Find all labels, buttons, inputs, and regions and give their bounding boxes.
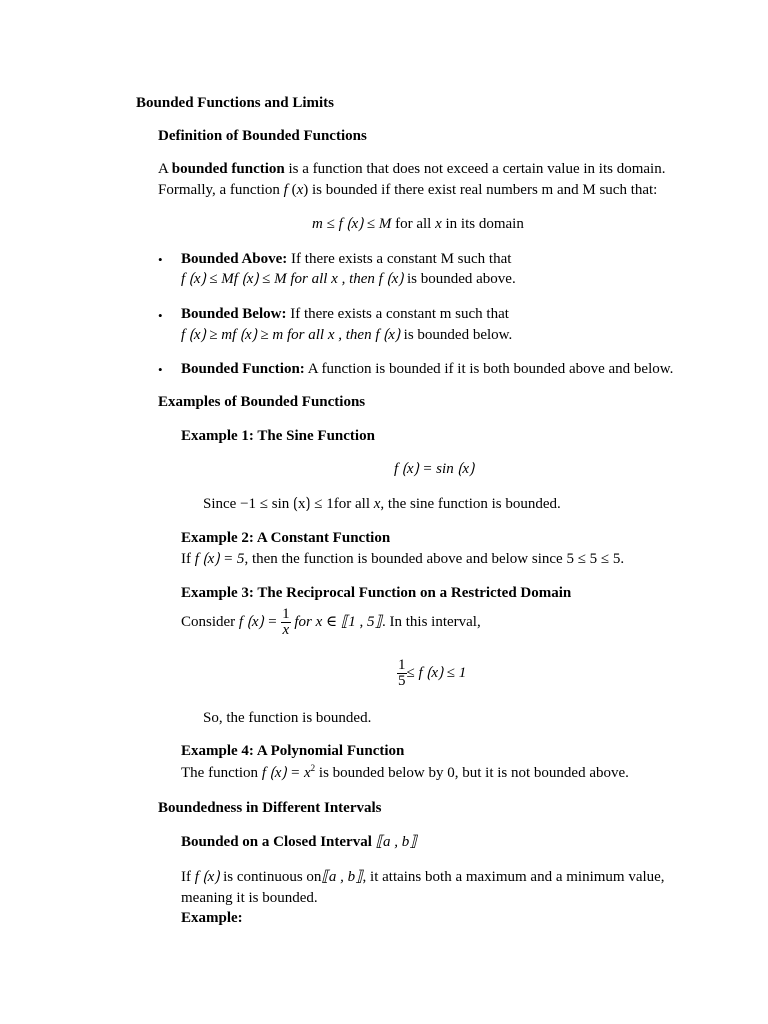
bullet-icon: •: [158, 362, 163, 377]
text: Since: [203, 496, 241, 512]
bullet-bounded-below: [181, 305, 509, 323]
text: is bounded below.: [399, 327, 513, 343]
bullet-text: If there exists a constant M such that: [287, 251, 512, 267]
math: −1 ≤ sin ⟮x⟯ ≤ 1: [240, 496, 334, 512]
text: is bounded above.: [403, 271, 516, 287]
fraction-1-over-x: [281, 607, 291, 638]
example1-formula: f ⟮x⟯ = sin ⟮x⟯: [394, 461, 475, 477]
text: is bounded below by 0, but it is not bounded above.: [315, 765, 629, 781]
example2-text: [181, 550, 624, 568]
denominator: 5: [398, 673, 406, 690]
example4-heading: Example 4: A Polynomial Function: [181, 743, 405, 759]
text: A: [158, 161, 172, 177]
text: , it attains both a maximum and a minimum value,: [362, 869, 665, 885]
bullet-text: A function is bounded if it is both bounded above and below.: [304, 361, 674, 377]
bullet-bounded-above: [181, 250, 511, 268]
bullet-label: Bounded Below:: [181, 306, 287, 322]
example3-conclusion: So, the function is bounded.: [203, 710, 372, 726]
heading-text: Bounded on a Closed Interval: [181, 834, 376, 850]
math-fx-arg: (x): [291, 182, 309, 198]
bullet-bounded-function: [181, 360, 673, 378]
numerator: 1: [282, 606, 290, 623]
bounded-function-term: bounded function: [171, 161, 285, 177]
example3-heading: Example 3: The Reciprocal Function on a Restricted Domain: [181, 585, 572, 601]
text: is bounded if there exist real numbers m and M such that:: [308, 182, 658, 198]
math: m ≤ f ⟮x⟯ ≤ M: [312, 216, 392, 232]
text: in its domain: [441, 216, 524, 232]
math: f ⟮x⟯ =: [238, 614, 278, 630]
text: .: [620, 551, 625, 567]
bullet-label: Bounded Function:: [181, 361, 305, 377]
page-title: Bounded Functions and Limits: [136, 95, 334, 111]
bullet-text: If there exists a constant m such that: [286, 306, 509, 322]
math: ≤ f ⟮x⟯ ≤ 1: [406, 665, 467, 681]
examples-heading: Examples of Bounded Functions: [158, 394, 366, 410]
math-domain: for x ∈ ⟦1 , 5⟧: [290, 614, 382, 630]
numerator: 1: [398, 657, 406, 674]
example3-inequality: [397, 657, 466, 689]
example1-heading: Example 1: The Sine Function: [181, 428, 375, 444]
fraction-1-over-5: [397, 658, 407, 689]
closed-interval-paragraph-line1: [181, 868, 665, 886]
definition-formula: [312, 215, 524, 233]
closed-interval-paragraph-line2: meaning it is bounded.: [181, 890, 318, 906]
bullet-bounded-below-line2: [181, 326, 512, 344]
math-x: x: [373, 496, 381, 512]
math: ⟦a , b⟧: [375, 834, 417, 850]
math: f ⟮x⟯ = x: [261, 765, 311, 781]
bullet-bounded-above-line2: [181, 270, 516, 288]
bullet-icon: •: [158, 308, 163, 323]
math: ⟦a , b⟧: [321, 869, 363, 885]
example2-heading: Example 2: A Constant Function: [181, 530, 391, 546]
closed-interval-heading: [181, 833, 417, 851]
text: , then the function is bounded above and below since: [244, 551, 567, 567]
bullet-icon: •: [158, 252, 163, 267]
text: for all: [391, 216, 436, 232]
math: 5 ≤ 5 ≤ 5: [566, 551, 621, 567]
math: f ⟮x⟯ = 5: [194, 551, 245, 567]
text: . In this interval,: [381, 614, 481, 630]
text: is continuous on: [219, 869, 322, 885]
definition-heading: Definition of Bounded Functions: [158, 128, 367, 144]
example4-text: [181, 764, 629, 782]
intervals-heading: Boundedness in Different Intervals: [158, 800, 382, 816]
math-fx: f: [283, 182, 288, 198]
text: The function: [181, 765, 262, 781]
text: If: [181, 869, 195, 885]
math: f ⟮x⟯ ≥ mf ⟮x⟯ ≥ m for all x , then f ⟮x⟯: [181, 327, 400, 343]
text: is a function that does not exceed a certain value in its domain.: [284, 161, 666, 177]
exponent: 2: [310, 763, 316, 773]
text: Formally, a function: [158, 182, 284, 198]
text: for all: [333, 496, 374, 512]
text: Consider: [181, 614, 239, 630]
denominator: x: [282, 622, 290, 639]
math-x: x: [435, 216, 442, 232]
example1-since: [203, 495, 561, 513]
text: If: [181, 551, 195, 567]
definition-paragraph-line2: [158, 181, 657, 199]
bullet-label: Bounded Above:: [181, 251, 288, 267]
example3-consider: [181, 606, 481, 638]
math: f ⟮x⟯: [194, 869, 220, 885]
math: f ⟮x⟯ ≤ Mf ⟮x⟯ ≤ M for all x , then f ⟮x⟯: [181, 271, 404, 287]
example-label: Example:: [181, 910, 243, 926]
text: , the sine function is bounded.: [380, 496, 561, 512]
definition-paragraph-line1: [158, 160, 665, 178]
